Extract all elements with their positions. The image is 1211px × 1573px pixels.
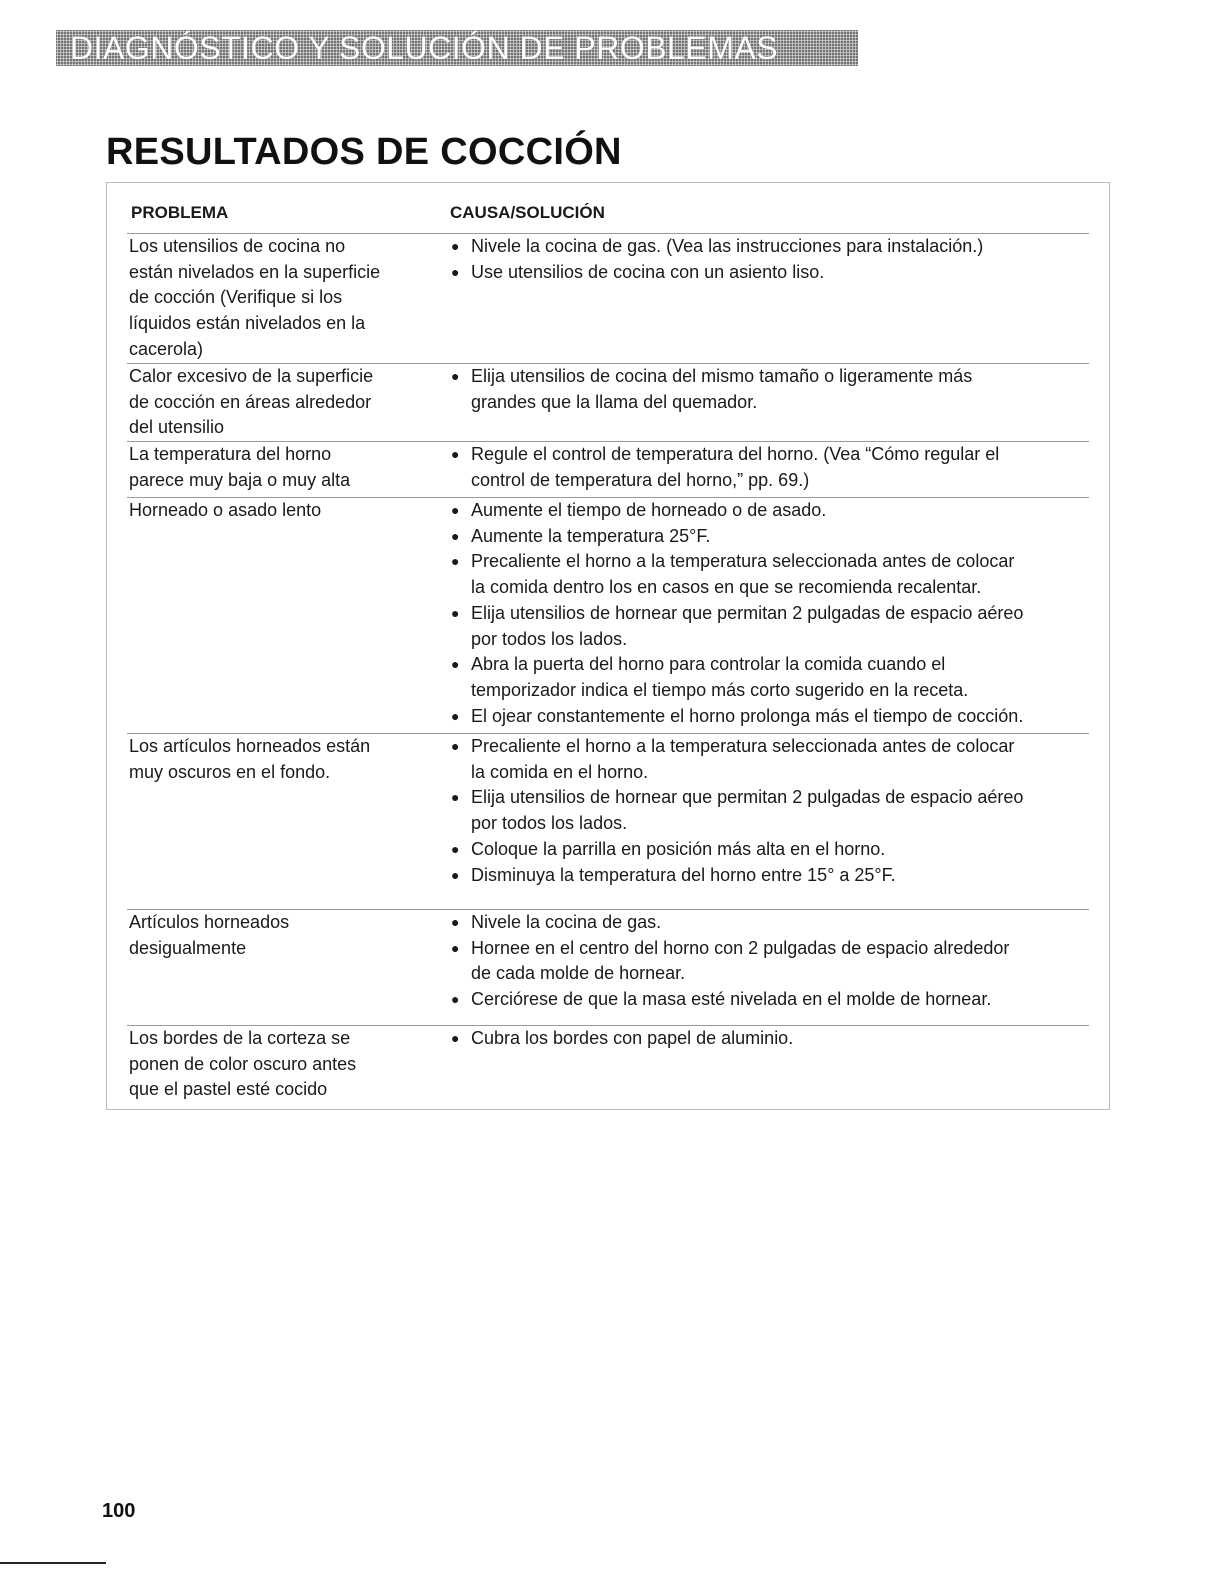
problem-text: del utensilio (129, 417, 225, 438)
bullet-icon: ● (451, 553, 460, 570)
problem-text: Los artículos horneados están (129, 736, 371, 756)
problem-text: parece muy baja o muy alta (129, 469, 351, 490)
cause-item (449, 910, 1099, 936)
cause-text: El ojear constantemente el horno prolonga más el tiempo de cocción. (471, 705, 1024, 726)
page-title: RESULTADOS DE COCCIÓN (106, 131, 622, 173)
cause-text: Precaliente el horno a la temperatura seleccionada antes de colocar (471, 551, 1015, 572)
cause-item (449, 1026, 1099, 1052)
problem-cell (129, 364, 419, 441)
cause-item (449, 936, 1099, 987)
bullet-icon: ● (451, 707, 460, 724)
cause-item (449, 260, 1099, 286)
cause-item (449, 601, 1099, 652)
cause-list (449, 734, 1099, 888)
problem-text: Los utensilios de cocina no (129, 236, 346, 256)
cause-list (449, 364, 1099, 415)
bullet-icon: ● (451, 368, 460, 384)
section-banner: DIAGNÓSTICO Y SOLUCIÓN DE PROBLEMAS (56, 30, 858, 66)
bullet-icon: ● (451, 914, 460, 930)
problem-text: Calor excesivo de la superficie (129, 366, 374, 386)
cause-text: Aumente el tiempo de horneado o de asado. (471, 500, 827, 520)
cause-item (449, 734, 1099, 785)
cause-text: por todos los lados. (471, 813, 628, 834)
cause-list (449, 910, 1099, 1013)
cause-text: Aumente la temperatura 25°F. (471, 525, 711, 546)
problem-text: Artículos horneados (129, 912, 290, 932)
cause-list (449, 234, 1099, 285)
bullet-icon: ● (451, 789, 460, 806)
cause-item (449, 652, 1099, 703)
problem-cell (129, 910, 419, 961)
bullet-icon: ● (451, 238, 460, 254)
cause-text: Elija utensilios de cocina del mismo tamaño o ligeramente más (471, 366, 973, 386)
cause-item (449, 234, 1099, 260)
problem-text: que el pastel esté cocido (129, 1079, 328, 1100)
header-problem: PROBLEMA (131, 203, 229, 222)
bullet-icon: ● (451, 527, 460, 544)
cause-text: Nivele la cocina de gas. (Vea las instrucciones para instalación.) (471, 236, 984, 256)
cause-text: Elija utensilios de hornear que permitan 2 pulgadas de espacio aéreo (471, 602, 1024, 623)
bullet-icon: ● (451, 939, 460, 956)
cause-text: la comida en el horno. (471, 761, 649, 782)
table-row (127, 497, 1089, 734)
cause-item (449, 498, 1099, 524)
problem-text: están nivelados en la superficie (129, 261, 381, 282)
problem-text: cacerola) (129, 338, 204, 359)
cause-text: grandes que la llama del quemador. (471, 391, 758, 412)
cause-text: por todos los lados. (471, 628, 628, 649)
cause-text: temporizador indica el tiempo más corto sugerido en la receta. (471, 679, 969, 700)
cause-list (449, 498, 1099, 729)
cause-item (449, 987, 1099, 1013)
cause-item (449, 785, 1099, 836)
bullet-icon: ● (451, 502, 460, 518)
cause-text: Disminuya la temperatura del horno entre 15° a 25°F. (471, 864, 896, 885)
bullet-icon: ● (451, 604, 460, 621)
cause-text: la comida dentro los en casos en que se recomienda recalentar. (471, 577, 982, 598)
problem-text: muy oscuros en el fondo. (129, 761, 331, 782)
cause-text: Use utensilios de cocina con un asiento liso. (471, 261, 825, 282)
table-row (127, 441, 1089, 498)
problem-text: de cocción (Verifique si los (129, 287, 343, 308)
problem-cell (129, 442, 419, 493)
cause-item (449, 524, 1099, 550)
page-number: 100 (102, 1500, 136, 1522)
cause-text: Nivele la cocina de gas. (471, 912, 662, 932)
problem-cell (129, 734, 419, 785)
cause-text: Hornee en el centro del horno con 2 pulgadas de espacio alrededor (471, 937, 1010, 958)
troubleshooting-table (106, 182, 1110, 1110)
cause-item (449, 863, 1099, 889)
cause-list (449, 1026, 1099, 1052)
bullet-icon: ● (451, 991, 460, 1008)
table-header (107, 203, 1109, 233)
cause-item (449, 364, 1099, 415)
bullet-icon: ● (451, 446, 460, 462)
header-cause: CAUSA/SOLUCIÓN (450, 203, 605, 222)
cause-text: Cubra los bordes con papel de aluminio. (471, 1028, 794, 1048)
cause-item (449, 442, 1099, 493)
cause-text: Regule el control de temperatura del horno. (Vea “Cómo regular el (471, 444, 1000, 464)
cause-text: Precaliente el horno a la temperatura seleccionada antes de colocar (471, 736, 1015, 756)
table-row (127, 233, 1089, 362)
problem-cell (129, 1026, 419, 1103)
bullet-icon: ● (451, 1030, 460, 1046)
problem-cell (129, 234, 419, 363)
cause-text: Elija utensilios de hornear que permitan 2 pulgadas de espacio aéreo (471, 787, 1024, 808)
cause-text: Abra la puerta del horno para controlar la comida cuando el (471, 654, 946, 675)
problem-text: desigualmente (129, 937, 247, 958)
cause-item (449, 549, 1099, 600)
table-row (127, 733, 1089, 894)
cause-item (449, 837, 1099, 863)
problem-text: Los bordes de la corteza se (129, 1028, 351, 1048)
problem-text: ponen de color oscuro antes (129, 1053, 357, 1074)
bullet-icon: ● (451, 656, 460, 673)
table-row (127, 1025, 1089, 1106)
bullet-icon: ● (451, 866, 460, 883)
cause-text: Cerciórese de que la masa esté nivelada en el molde de hornear. (471, 989, 992, 1010)
problem-text: líquidos están nivelados en la (129, 313, 366, 334)
problem-text: de cocción en áreas alrededor (129, 391, 372, 412)
table-row (127, 363, 1089, 442)
cause-text: control de temperatura del horno,” pp. 69.) (471, 469, 810, 490)
bullet-icon: ● (451, 263, 460, 280)
footer-rule (0, 1562, 106, 1564)
bullet-icon: ● (451, 840, 460, 857)
problem-text: La temperatura del horno (129, 444, 332, 464)
table-row (127, 909, 1089, 1020)
cause-list (449, 442, 1099, 493)
cause-text: Coloque la parrilla en posición más alta en el horno. (471, 838, 886, 859)
bullet-icon: ● (451, 738, 460, 754)
problem-cell (129, 498, 419, 524)
cause-text: de cada molde de hornear. (471, 963, 686, 984)
problem-text: Horneado o asado lento (129, 500, 322, 520)
cause-item (449, 704, 1099, 730)
